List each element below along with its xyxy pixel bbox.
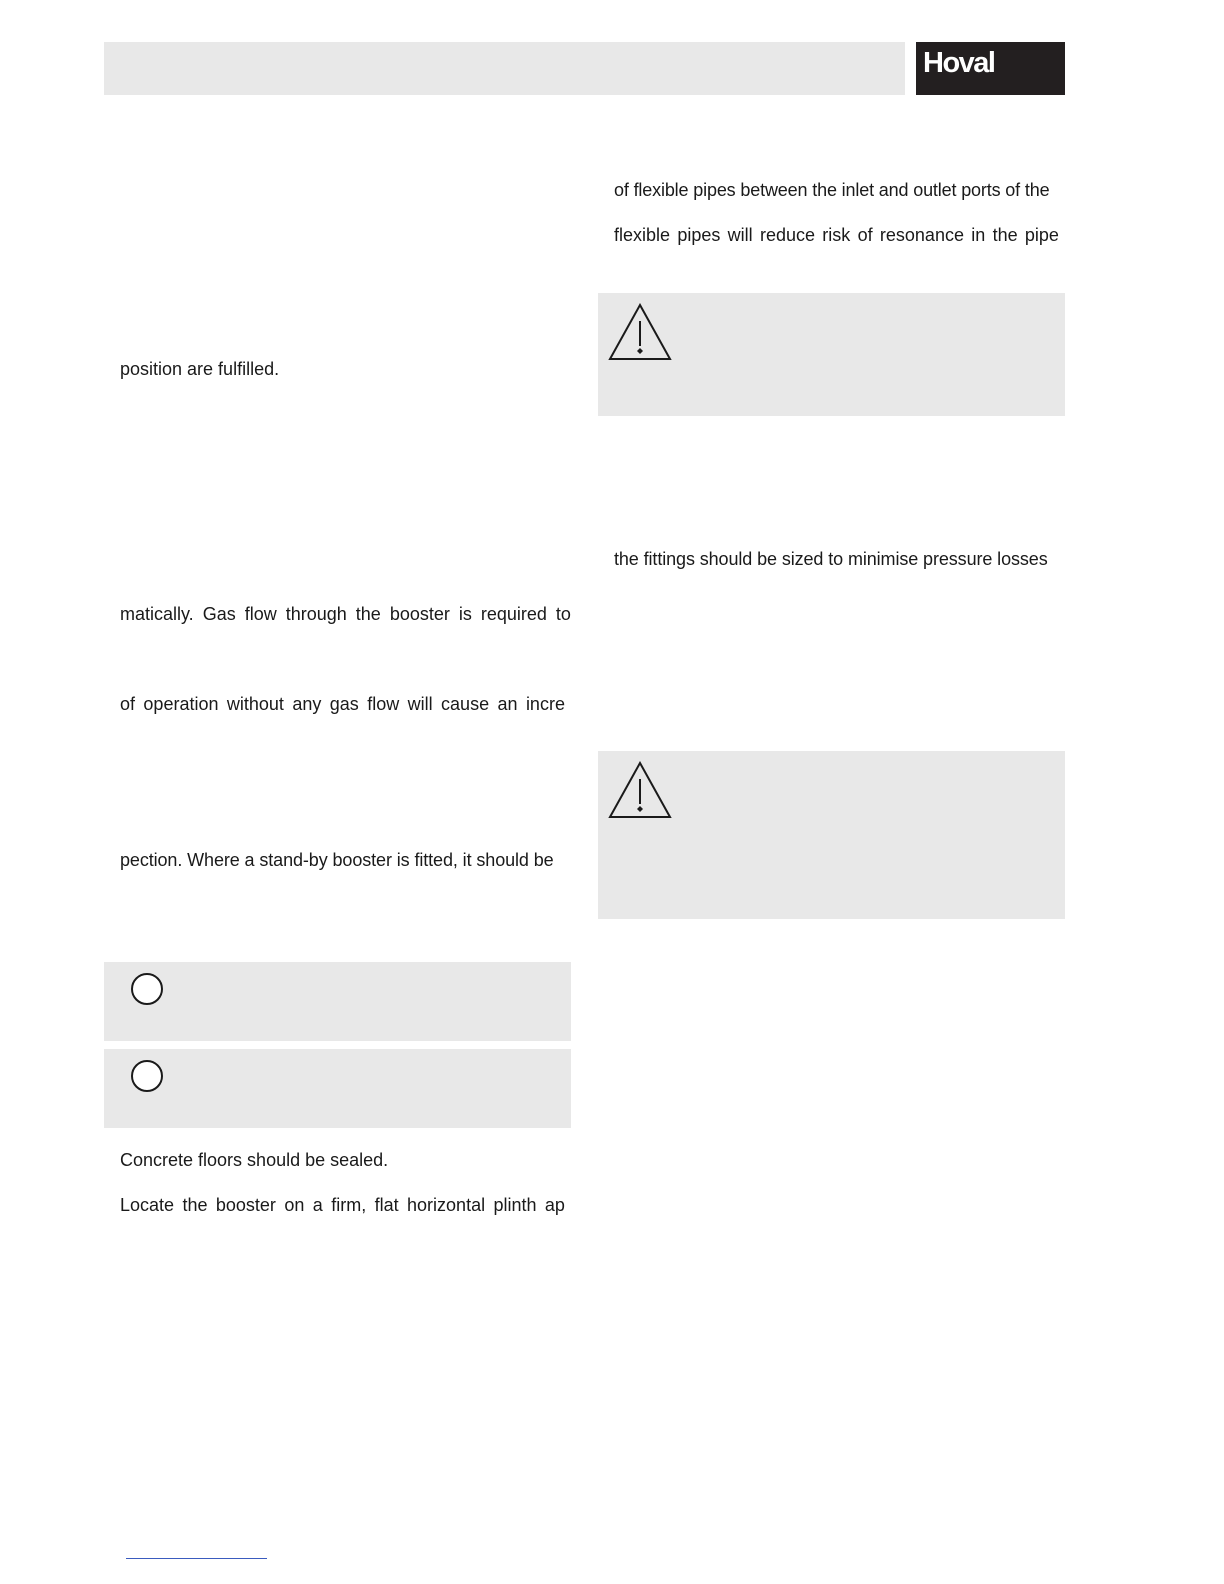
- word: risk: [822, 225, 851, 245]
- right-text-fittings: the fittings should be sized to minimise pressure losses: [614, 549, 1048, 569]
- word: operation: [143, 694, 219, 714]
- word: booster: [389, 604, 450, 624]
- word: horizontal: [407, 1195, 486, 1215]
- warning-panel-1: [598, 293, 1065, 416]
- word: flexible: [614, 225, 671, 245]
- word: booster: [215, 1195, 276, 1215]
- word: matically.: [120, 604, 194, 624]
- brand-name: Hoval: [923, 47, 995, 79]
- word: an: [497, 694, 518, 714]
- word: plinth: [493, 1195, 537, 1215]
- word: incre: [525, 694, 565, 714]
- info-panel-2: [104, 1049, 571, 1128]
- word: Locate: [120, 1195, 175, 1215]
- left-text-matically: [120, 603, 571, 625]
- word: on: [284, 1195, 305, 1215]
- word: of: [120, 694, 136, 714]
- warning-triangle-icon: [608, 761, 672, 819]
- right-text-line-2: [614, 224, 1059, 246]
- header-bar: [104, 42, 905, 95]
- word: resonance: [879, 225, 964, 245]
- left-text-position: position are fulfilled.: [120, 359, 280, 379]
- word: pipes: [677, 225, 721, 245]
- word: flow: [244, 604, 277, 624]
- info-panel-1: [104, 962, 571, 1041]
- warning-panel-2: [598, 751, 1065, 919]
- left-text-concrete: Concrete floors should be sealed.: [120, 1150, 389, 1170]
- info-circle-icon: [130, 1059, 164, 1093]
- warning-triangle-icon: [608, 303, 672, 361]
- hoval-logo: [916, 42, 1065, 95]
- footer-link-underline[interactable]: [126, 1558, 267, 1559]
- word: pipe: [1024, 225, 1059, 245]
- info-circle-icon: [130, 972, 164, 1006]
- word: cause: [441, 694, 490, 714]
- word: of: [857, 225, 873, 245]
- word: any: [292, 694, 322, 714]
- word: is: [458, 604, 472, 624]
- word: reduce: [759, 225, 815, 245]
- word: flat: [374, 1195, 399, 1215]
- word: in: [971, 225, 986, 245]
- word: Gas: [202, 604, 236, 624]
- word: firm,: [331, 1195, 367, 1215]
- word: required: [480, 604, 547, 624]
- word: gas: [329, 694, 359, 714]
- word: the: [355, 604, 381, 624]
- left-text-locate: [120, 1194, 565, 1216]
- word: will: [407, 694, 433, 714]
- word: a: [312, 1195, 323, 1215]
- word: the: [992, 225, 1018, 245]
- word: ap: [544, 1195, 565, 1215]
- word: without: [226, 694, 284, 714]
- word: to: [555, 604, 571, 624]
- left-text-pection: pection. Where a stand-by booster is fitted, it should be: [120, 850, 554, 870]
- word: the: [182, 1195, 208, 1215]
- word: will: [727, 225, 753, 245]
- right-text-line-1: of flexible pipes between the inlet and outlet ports of the: [614, 180, 1050, 200]
- left-text-operation: [120, 693, 565, 715]
- word: flow: [367, 694, 400, 714]
- word: through: [285, 604, 347, 624]
